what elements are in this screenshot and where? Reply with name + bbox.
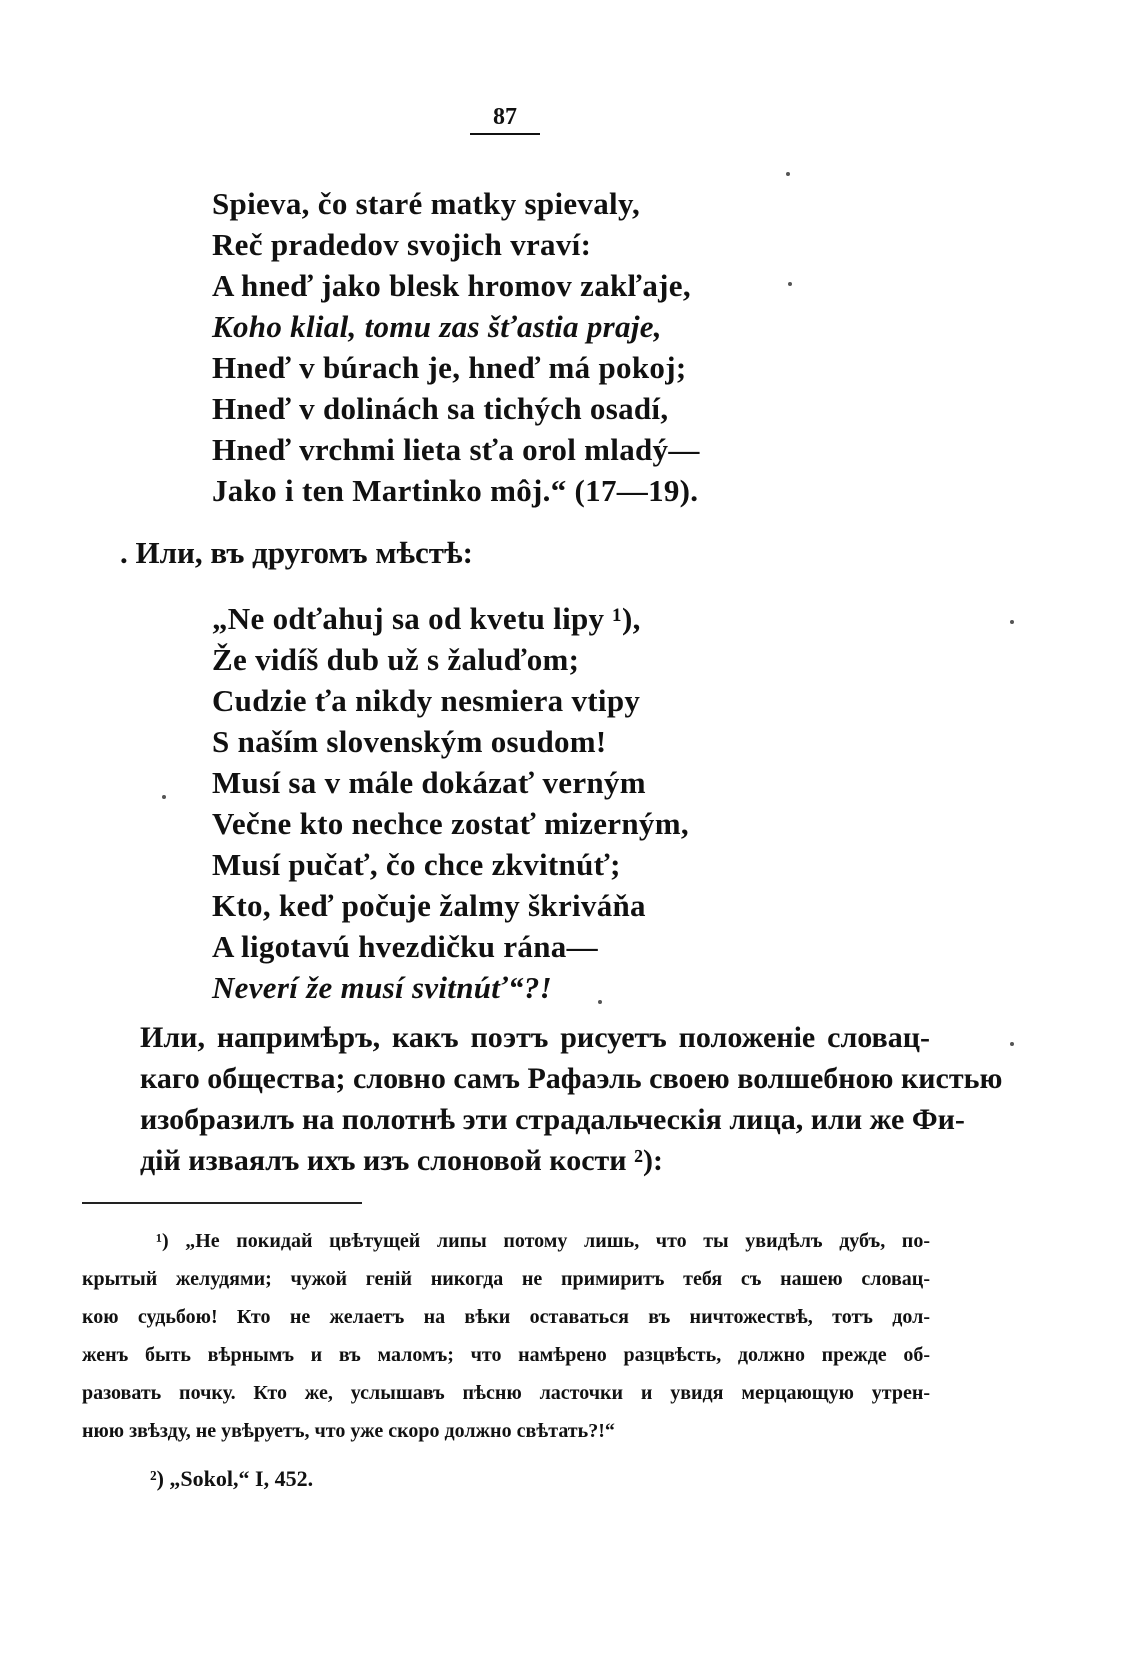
paragraph-line: изобразилъ на полотнѣ эти страдальческія лица, или же Фи- (140, 1103, 965, 1136)
poem-line: Hneď vrchmi lieta sťa orol mladý— (212, 432, 700, 467)
footnote-line: кою судьбою! Кто не желаетъ на вѣки оставаться въ ничтожествѣ, тотъ дол- (82, 1306, 930, 1328)
print-speck (1010, 620, 1014, 624)
body-paragraph (140, 1017, 1003, 1181)
poem-line: Musí pučať, čo chce zkvitnúť; (212, 847, 621, 882)
footnote-line: ¹) „Не покидай цвѣтущей липы потому лишь, что ты увидѣлъ дубъ, по- (156, 1230, 930, 1252)
poem-line: A hneď jako blesk hromov zakľaje, (212, 268, 691, 303)
footnote-1 (82, 1222, 930, 1450)
poem-line: Musí sa v mále dokázať verným (212, 765, 646, 800)
print-speck (1010, 1042, 1014, 1046)
poem-line: Reč pradedov svojich vraví: (212, 227, 592, 262)
poem-line: Že vidíš dub už s žaluďom; (212, 642, 580, 677)
poem-line: „Ne odťahuj sa od kvetu lipy ¹), (212, 601, 641, 636)
poem-stanza-2 (212, 598, 689, 1008)
poem-line: Jako i ten Martinko môj.“ (17—19). (212, 473, 699, 508)
poem-line: Spieva, čo staré matky spievaly, (212, 186, 641, 221)
poem-line-italic: Koho klial, tomu zas šťastia praje, (212, 309, 662, 344)
page-number: 87 (470, 104, 540, 135)
paragraph-line: каго общества; словно самъ Рафаэль своею волшебною кистью (140, 1062, 1003, 1095)
poem-line-italic: Neverí že musí svitnúť“?! (212, 970, 553, 1005)
poem-line: Cudzie ťa nikdy nesmiera vtipy (212, 683, 641, 718)
print-speck (162, 795, 166, 799)
poem-line: S naším slovenským osudom! (212, 724, 607, 759)
paragraph-line: Или, напримѣръ, какъ поэтъ рисуетъ положеніе словац- (140, 1021, 930, 1054)
footnote-line: крытый желудями; чужой геній никогда не примиритъ тебя съ нашею словац- (82, 1268, 930, 1290)
print-speck (788, 282, 792, 286)
footnote-line: разовать почку. Кто же, услышавъ пѣсню ласточки и увидя мерцающую утрен- (82, 1382, 930, 1404)
poem-line: Hneď v dolinách sa tichých osadí, (212, 391, 669, 426)
poem-line: Večne kto nechce zostať mizerným, (212, 806, 689, 841)
poem-line: Kto, keď počuje žalmy škriváňa (212, 888, 646, 923)
poem-line: A ligotavú hvezdičku rána— (212, 929, 598, 964)
footnote-line: нюю звѣзду, не увѣруетъ, что уже скоро должно свѣтать?!“ (82, 1420, 615, 1442)
intro-line: . Или, въ другомъ мѣстѣ: (120, 535, 473, 570)
poem-line: Hneď v búrach je, hneď má pokoj; (212, 350, 687, 385)
poem-stanza-1 (212, 183, 700, 511)
footnote-separator (82, 1202, 362, 1204)
footnote-line: женъ быть вѣрнымъ и въ маломъ; что намѣрено разцвѣсть, должно прежде об- (82, 1344, 930, 1366)
footnote-2: ²) „Sokol,“ I, 452. (150, 1466, 314, 1491)
print-speck (786, 172, 790, 176)
print-speck (598, 1000, 602, 1004)
paragraph-line: дій изваялъ ихъ изъ слоновой кости ²): (140, 1144, 664, 1177)
